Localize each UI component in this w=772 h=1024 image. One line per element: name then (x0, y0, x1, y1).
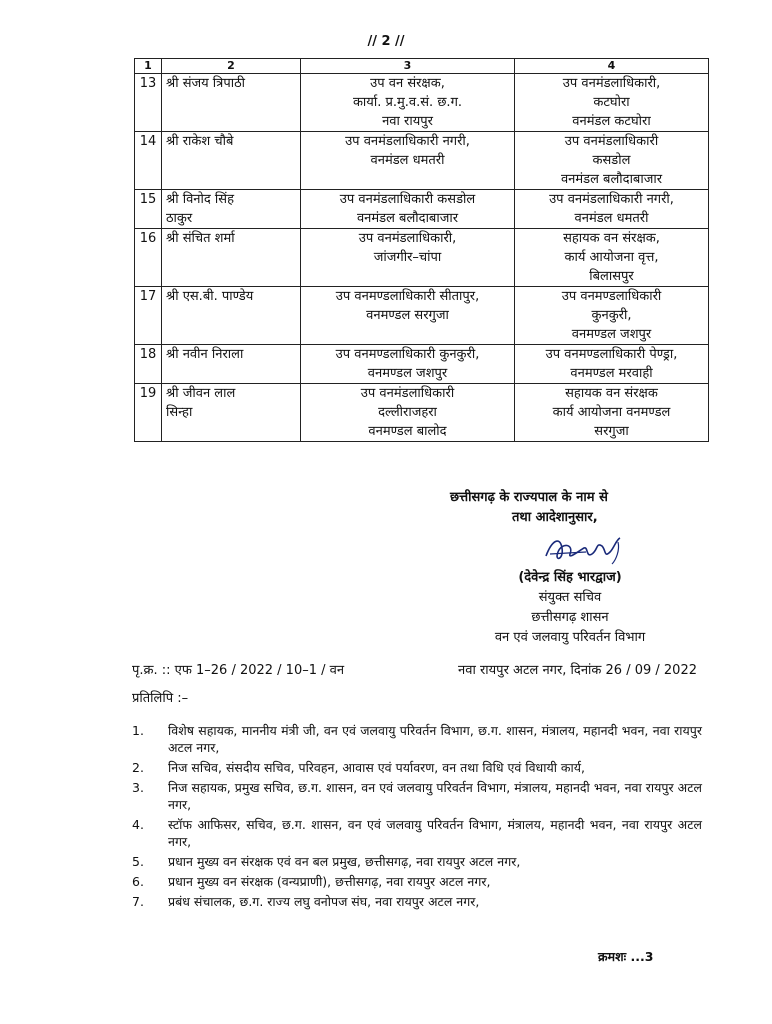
header-col-3: 3 (301, 59, 515, 74)
table-row (135, 190, 709, 229)
officer-name-cell: श्री विनोद सिंह ठाकुर (162, 190, 301, 229)
table-row (135, 287, 709, 345)
copy-item-text: स्टॉफ आफिसर, सचिव, छ.ग. शासन, वन एवं जलवायु परिवर्तन विभाग, मंत्रालय, महानदी भवन, नवा रायपुर अटल नगर, (168, 817, 702, 849)
copy-item-text: प्रधान मुख्य वन संरक्षक एवं वन बल प्रमुख, छत्तीसगढ़, नवा रायपुर अटल नगर, (168, 854, 521, 869)
officer-name-cell: श्री संचित शर्मा (162, 229, 301, 287)
current-post-cell: उप वन संरक्षक, कार्या. प्र.मु.व.सं. छ.ग. नवा रायपुर (301, 74, 515, 132)
copy-item-text: विशेष सहायक, माननीय मंत्री जी, वन एवं जलवायु परिवर्तन विभाग, छ.ग. शासन, मंत्रालय, महानदी भवन, नवा रायपुर अटल नगर, (168, 723, 702, 755)
current-post-cell: उप वनमंडलाधिकारी दल्लीराजहरा वनमण्डल बालोद (301, 384, 515, 442)
table-row (135, 345, 709, 384)
copy-list-item (132, 816, 702, 850)
header-col-4: 4 (515, 59, 709, 74)
continued-marker: क्रमशः ...3 (598, 949, 654, 964)
endorsement-line (132, 662, 697, 680)
order-line-1: छत्तीसगढ़ के राज्यपाल के नाम से (450, 490, 608, 505)
officer-department: वन एवं जलवायु परिवर्तन विभाग (494, 630, 646, 645)
officer-name: (देवेन्द्र सिंह भारद्वाज) (518, 570, 622, 585)
officer-name-cell: श्री राकेश चौबे (162, 132, 301, 190)
copy-item-number: 1. (132, 723, 144, 738)
copy-list-item (132, 722, 702, 756)
table-row (135, 132, 709, 190)
table-row (135, 384, 709, 442)
row-number: 19 (135, 384, 162, 442)
copy-item-number: 6. (132, 874, 144, 889)
copy-item-number: 2. (132, 760, 144, 775)
copy-list-item (132, 873, 702, 890)
copy-item-number: 3. (132, 780, 144, 795)
endorsement-place-date: नवा रायपुर अटल नगर, दिनांक 26 / 09 / 2022 (458, 663, 697, 678)
row-number: 14 (135, 132, 162, 190)
transfer-table (134, 58, 709, 442)
new-post-cell: उप वनमंडलाधिकारी कसडोल वनमंडल बलौदाबाजार (515, 132, 709, 190)
current-post-cell: उप वनमण्डलाधिकारी कुनकुरी, वनमण्डल जशपुर (301, 345, 515, 384)
officer-name-cell: श्री नवीन निराला (162, 345, 301, 384)
new-post-cell: उप वनमण्डलाधिकारी पेण्ड्रा, वनमण्डल मरवाही (515, 345, 709, 384)
copy-item-text: प्रधान मुख्य वन संरक्षक (वन्यप्राणी), छत्तीसगढ़, नवा रायपुर अटल नगर, (168, 874, 491, 889)
order-line-2: तथा आदेशानुसार, (512, 510, 598, 525)
new-post-cell: उप वनमंडलाधिकारी नगरी, वनमंडल धमतरी (515, 190, 709, 229)
copy-list-item (132, 893, 702, 910)
copy-list (132, 722, 702, 913)
table-row (135, 229, 709, 287)
current-post-cell: उप वनमण्डलाधिकारी सीतापुर, वनमण्डल सरगुजा (301, 287, 515, 345)
copy-list-item (132, 759, 702, 776)
current-post-cell: उप वनमंडलाधिकारी नगरी, वनमंडल धमतरी (301, 132, 515, 190)
page-number: // 2 // (367, 34, 405, 49)
copy-list-item (132, 853, 702, 870)
officer-name-cell: श्री जीवन लाल सिन्हा (162, 384, 301, 442)
row-number: 17 (135, 287, 162, 345)
copy-item-text: प्रबंध संचालक, छ.ग. राज्य लघु वनोपज संघ, नवा रायपुर अटल नगर, (168, 894, 480, 909)
copy-item-number: 5. (132, 854, 144, 869)
current-post-cell: उप वनमंडलाधिकारी, जांजगीर–चांपा (301, 229, 515, 287)
copy-item-number: 7. (132, 894, 144, 909)
officer-block (440, 568, 700, 648)
copy-item-number: 4. (132, 817, 144, 832)
copy-label: प्रतिलिपि :– (132, 691, 189, 706)
row-number: 18 (135, 345, 162, 384)
table-header-row (135, 59, 709, 74)
copy-item-text: निज सहायक, प्रमुख सचिव, छ.ग. शासन, वन एवं जलवायु परिवर्तन विभाग, मंत्रालय, महानदी भवन, नवा रायपुर अटल नगर, (168, 780, 702, 812)
officer-name-cell: श्री संजय त्रिपाठी (162, 74, 301, 132)
endorsement-ref: पृ.क्र. :: एफ 1–26 / 2022 / 10–1 / वन (132, 663, 345, 678)
copy-list-item (132, 779, 702, 813)
officer-designation: संयुक्त सचिव (538, 590, 602, 605)
new-post-cell: उप वनमण्डलाधिकारी कुनकुरी, वनमण्डल जशपुर (515, 287, 709, 345)
table-body (135, 74, 709, 442)
table-row (135, 74, 709, 132)
order-block (450, 488, 700, 528)
row-number: 13 (135, 74, 162, 132)
new-post-cell: सहायक वन संरक्षक कार्य आयोजना वनमण्डल सरगुजा (515, 384, 709, 442)
row-number: 15 (135, 190, 162, 229)
officer-government: छत्तीसगढ़ शासन (531, 610, 609, 625)
current-post-cell: उप वनमंडलाधिकारी कसडोल वनमंडल बलौदाबाजार (301, 190, 515, 229)
handwritten-signature (540, 530, 630, 568)
officer-name-cell: श्री एस.बी. पाण्डेय (162, 287, 301, 345)
new-post-cell: सहायक वन संरक्षक, कार्य आयोजना वृत्त, बिलासपुर (515, 229, 709, 287)
header-col-2: 2 (162, 59, 301, 74)
header-col-1: 1 (135, 59, 162, 74)
copy-item-text: निज सचिव, संसदीय सचिव, परिवहन, आवास एवं पर्यावरण, वन तथा विधि एवं विधायी कार्य, (168, 760, 585, 775)
new-post-cell: उप वनमंडलाधिकारी, कटघोरा वनमंडल कटघोरा (515, 74, 709, 132)
row-number: 16 (135, 229, 162, 287)
